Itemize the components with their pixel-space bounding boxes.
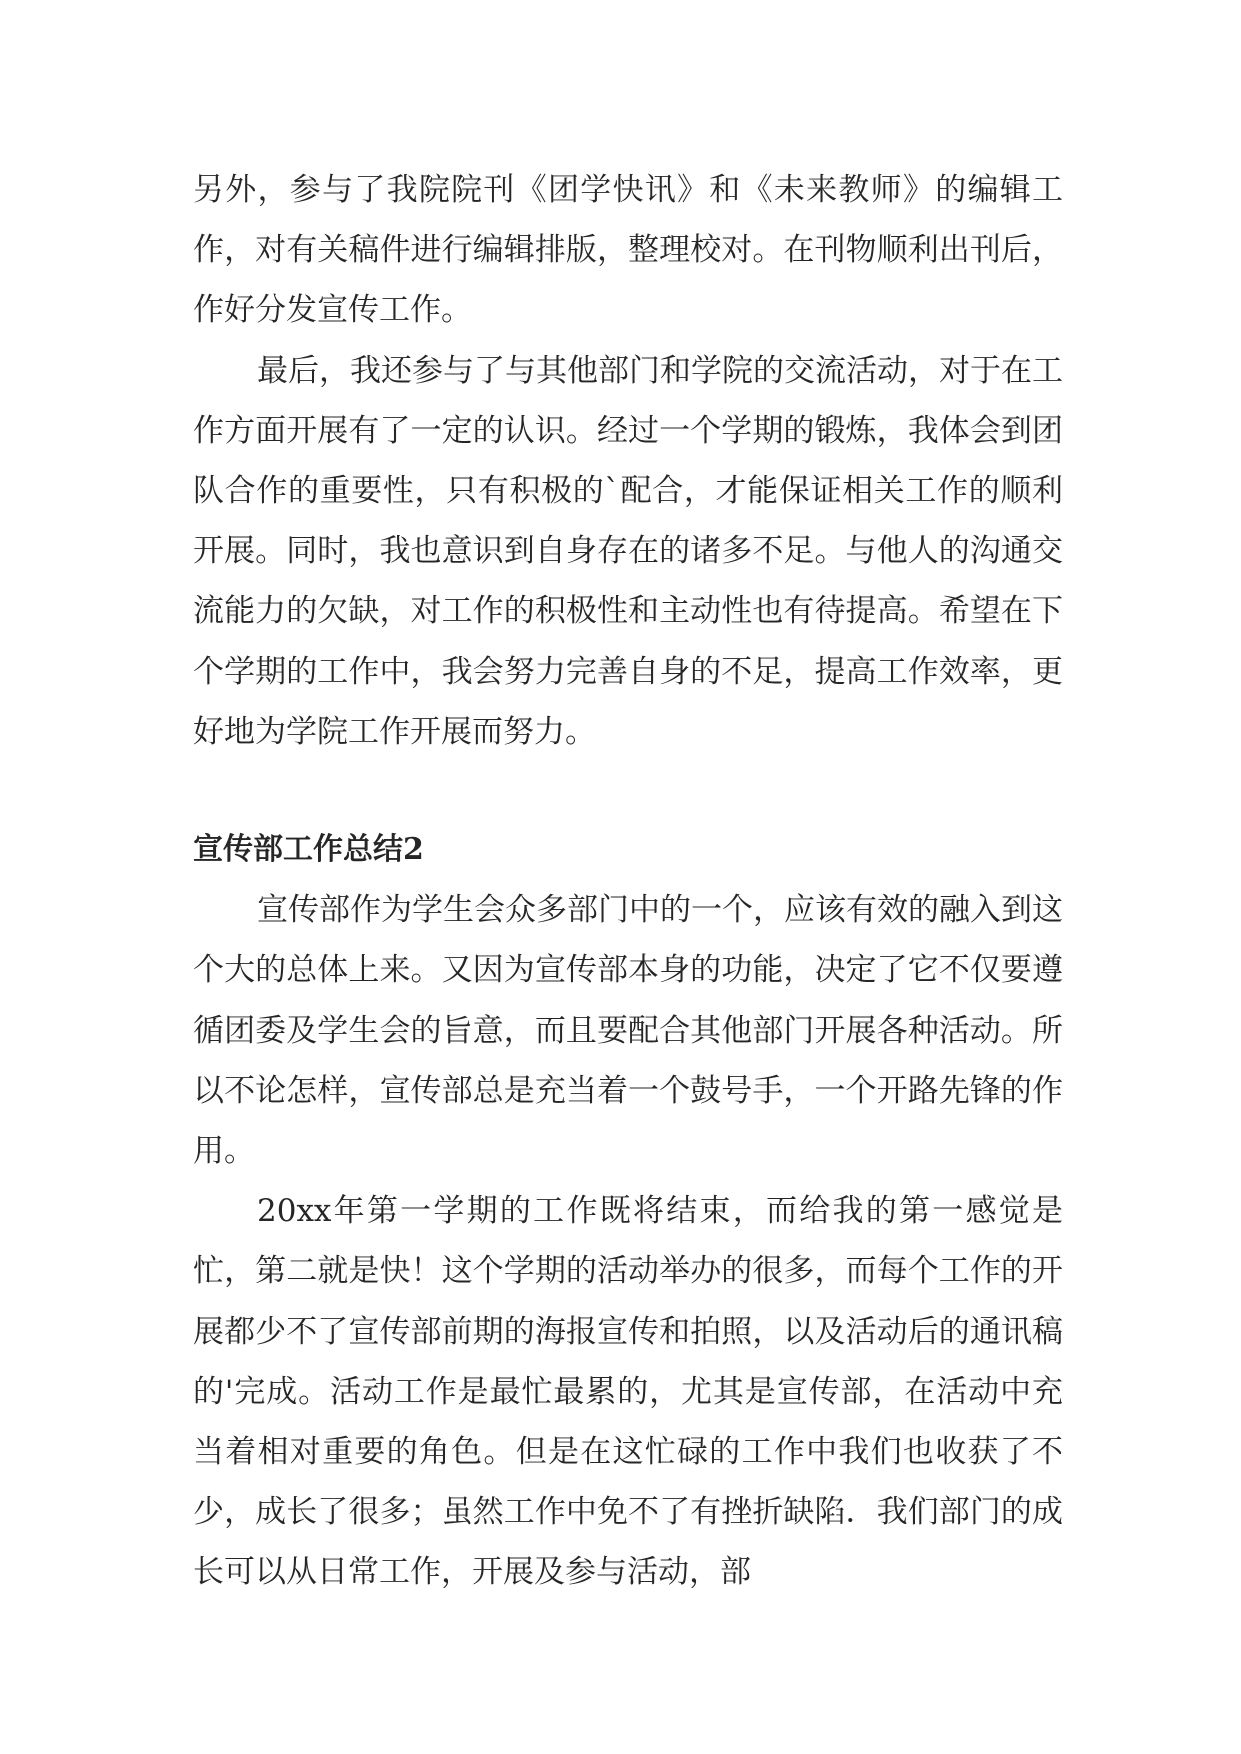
paragraph-editing-work: 另外，参与了我院院刊《团学快讯》和《未来教师》的编辑工作，对有关稿件进行编辑排版，整理校对。在刊物顺利出刊后，作好分发宣传工作。 — [193, 172, 1063, 329]
section-title: 宣传部工作总结2 — [193, 832, 424, 868]
paragraph-semester-work: 20xx年第一学期的工作既将结束，而给我的第一感觉是忙，第二就是快！这个学期的活动举办的很多，而每个工作的开展都少不了宣传部前期的海报宣传和拍照，以及活动后的通讯稿的'完成。活动工作是最忙最累的，尤其是宣传部，在活动中充当着相对重要的角色。但是在这忙碌的工作中我们也收获了不少，成长了很多；虽然工作中免不了有挫折缺陷．我们部门的成长可以从日常工作，开展及参与活动，部 — [193, 1193, 1063, 1591]
paragraph-summary-reflection: 最后，我还参与了与其他部门和学院的交流活动，对于在工作方面开展有了一定的认识。经过一个学期的锻炼，我体会到团队合作的重要性，只有积极的`配合，才能保证相关工作的顺利开展。同时，我也意识到自身存在的诸多不足。与他人的沟通交流能力的欠缺，对工作的积极性和主动性也有待提高。希望在下个学期的工作中，我会努力完善自身的不足，提高工作效率，更好地为学院工作开展而努力。 — [193, 352, 1063, 750]
document-body — [193, 160, 1063, 1603]
paragraph-department-role: 宣传部作为学生会众多部门中的一个，应该有效的融入到这个大的总体上来。又因为宣传部本身的功能，决定了它不仅要遵循团委及学生会的旨意，而且要配合其他部门开展各种活动。所以不论怎样，宣传部总是充当着一个鼓号手，一个开路先锋的作用。 — [193, 892, 1063, 1170]
